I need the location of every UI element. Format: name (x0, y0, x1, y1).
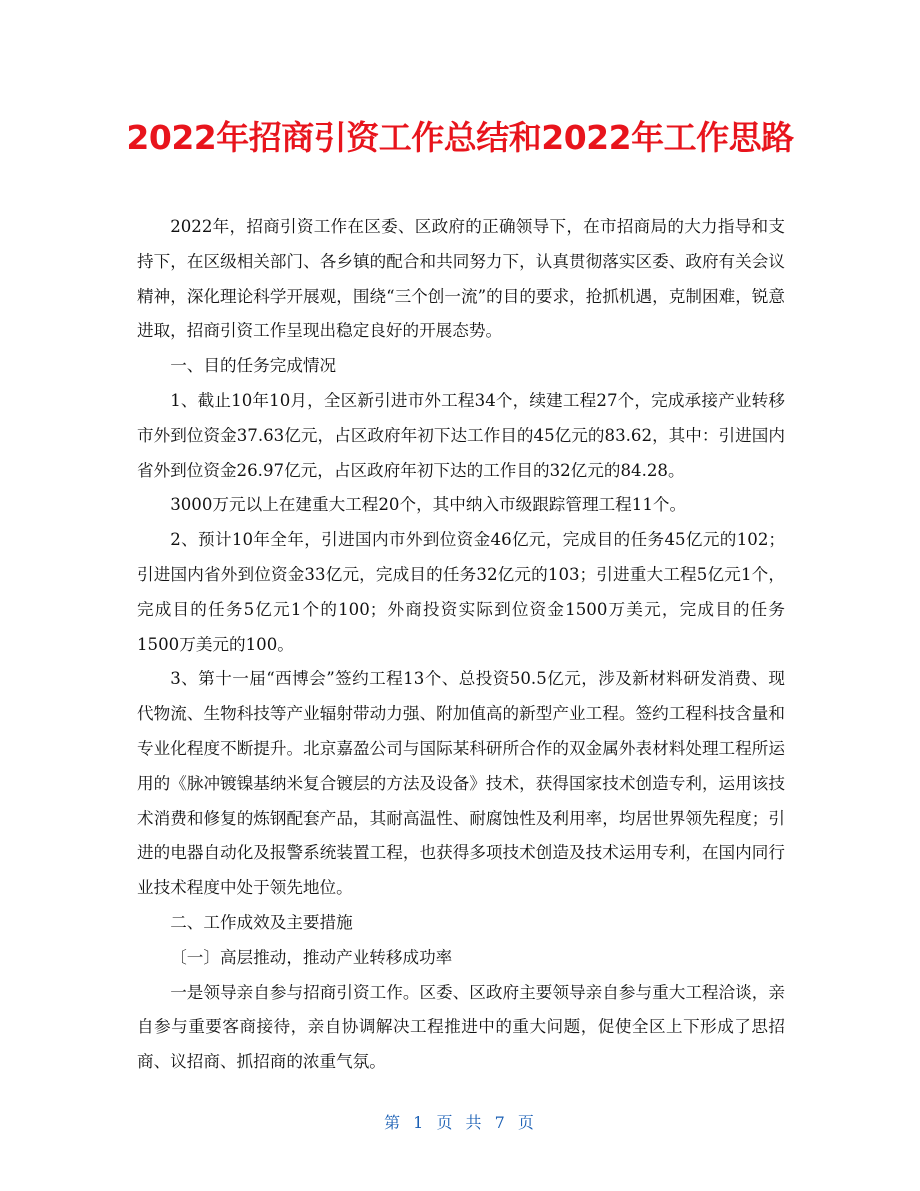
paragraph-item-1: 1、截止10年10月，全区新引进市外工程34个，续建工程27个，完成承接产业转移市外到位资金37.63亿元，占区政府年初下达工作目的45亿元的83.62，其中：引进国内省外到位资金26.97亿元，占区政府年初下达的工作目的32亿元的84.28。 (137, 390, 785, 480)
document-body (137, 210, 785, 1080)
document-title: 2022年招商引资工作总结和2022年工作思路 (126, 118, 794, 157)
paragraph-major-projects: 3000万元以上在建重大工程20个，其中纳入市级跟踪管理工程11个。 (170, 495, 687, 515)
section-heading-2: 二、工作成效及主要措施 (170, 912, 353, 932)
page-footer: 第 1 页 共 7 页 (384, 1113, 536, 1132)
paragraph-intro: 2022年，招商引资工作在区委、区政府的正确领导下，在市招商局的大力指导和支持下，在区级相关部门、各乡镇的配合和共同努力下，认真贯彻落实区委、政府有关会议精神，深化理论科学开展观，围绕“三个创一流”的目的要求，抢抓机遇，克制困难，锐意进取，招商引资工作呈现出稳定良好的开展态势。 (137, 217, 785, 341)
paragraph-item-2: 2、预计10年全年，引进国内市外到位资金46亿元，完成目的任务45亿元的102；引进国内省外到位资金33亿元，完成目的任务32亿元的103；引进重大工程5亿元1个，完成目的任务5亿元1个的100；外商投资实际到位资金1500万美元，完成目的任务1500万美元的100。 (137, 530, 785, 654)
paragraph-leadership: 一是领导亲自参与招商引资工作。区委、区政府主要领导亲自参与重大工程洽谈，亲自参与重要客商接待，亲自协调解决工程推进中的重大问题，促使全区上下形成了思招商、议招商、抓招商的浓重气氛。 (137, 982, 785, 1072)
subsection-heading-1: 〔一〕高层推动，推动产业转移成功率 (170, 947, 453, 967)
section-heading-1: 一、目的任务完成情况 (170, 356, 337, 376)
paragraph-item-3: 3、第十一届“西博会”签约工程13个、总投资50.5亿元，涉及新材料研发消费、现代物流、生物科技等产业辐射带动力强、附加值高的新型产业工程。签约工程科技含量和专业化程度不断提升。北京嘉盈公司与国际某科研所合作的双金属外表材料处理工程所运用的《脉冲镀镍基纳米复合镀层的方法及设备》技术，获得国家技术创造专利，运用该技术消费和修复的炼钢配套产品，其耐高温性、耐腐蚀性及利用率，均居世界领先程度；引进的电器自动化及报警系统装置工程，也获得多项技术创造及技术运用专利，在国内同行业技术程度中处于领先地位。 (137, 669, 785, 898)
